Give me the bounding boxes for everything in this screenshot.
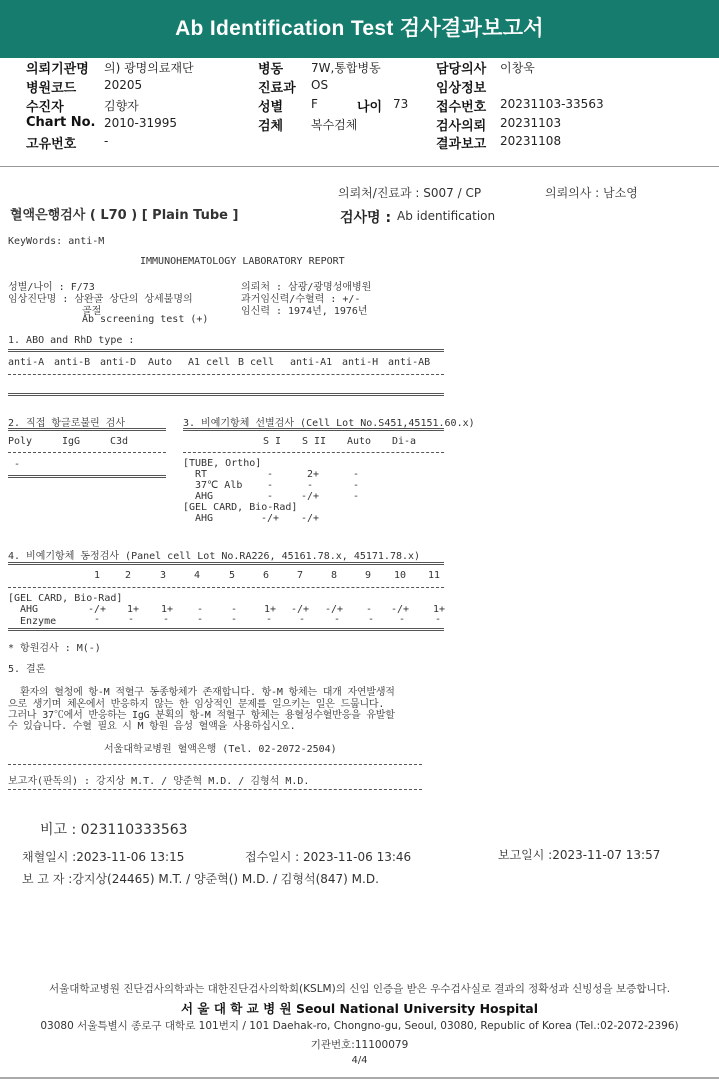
- receipt-label: 접수번호: [436, 100, 487, 115]
- address: 03080 서울특별시 종로구 대학로 101번지 / 101 Daehak-ro, Chongno-gu, Seoul, 03080, Republic of Korea (Tel.:02-2072-2396): [40, 1020, 679, 1032]
- panel-col: 6: [263, 570, 270, 581]
- abo-col: anti-B: [54, 357, 91, 368]
- conclusion-line: 수 있습니다. 수혈 필요 시 M 항원 음성 혈액을 사용하십시오.: [8, 721, 296, 732]
- screen-cell: -: [353, 480, 360, 491]
- dept-value: OS: [311, 78, 329, 92]
- referral-2: 과거임신력/수혈력 : +/-: [241, 294, 361, 305]
- section-3-title: 3. 비예기항체 선별검사 (Cell Lot No.S451,45151.60.x): [183, 418, 475, 429]
- referral-3: 임신력 : 1974년, 1976년: [241, 306, 368, 317]
- hospital-code-label: 병원코드: [26, 81, 77, 96]
- request-value: 20231103: [500, 116, 562, 130]
- reporter: 보 고 자 :강지상(24465) M.T. / 양준혁() M.D. / 김형석(847) M.D.: [22, 872, 379, 886]
- abo-col: anti-A1: [290, 357, 333, 368]
- report-title: Ab Identification Test 검사결과보고서: [0, 0, 719, 58]
- report-date-value: 20231108: [500, 134, 562, 148]
- blood-bank: 서울대학교병원 혈액은행 (Tel. 02-2072-2504): [104, 744, 337, 755]
- abo-col: Auto: [148, 357, 173, 368]
- panel-col: 8: [331, 570, 338, 581]
- panel-enz-cell: -: [94, 614, 101, 625]
- institution-value: 의) 광명의료재단: [104, 61, 194, 75]
- panel-enz-cell: -: [435, 614, 442, 625]
- dat-result: -: [14, 459, 21, 470]
- reporter-mono: 보고자(판독의) : 강지상 M.T. / 양준혁 M.D. / 김형석 M.D.: [8, 776, 310, 787]
- lab-report-title: IMMUNOHEMATOLOGY LABORATORY REPORT: [140, 256, 345, 267]
- hospital-name: 서 울 대 학 교 병 원 Seoul National University Hospital: [180, 1001, 539, 1016]
- screen-row-label: 37℃ Alb: [195, 480, 243, 491]
- panel-ahg-label: AHG: [20, 604, 39, 615]
- ward-value: 7W,통합병동: [311, 61, 381, 75]
- section-2-title: 2. 직접 항글로불린 검사: [8, 418, 126, 429]
- remark: 비고 : 023110333563: [40, 822, 188, 838]
- report-date-label: 결과보고: [436, 137, 487, 152]
- panel-enz-cell: -: [231, 614, 238, 625]
- screen-row-label: RT: [195, 469, 208, 480]
- panel-enzyme-label: Enzyme: [20, 616, 57, 627]
- diagnosis-1: 임상진단명 : 삼완골 상단의 상세불명의: [8, 294, 193, 305]
- conclusion-line: 으로 생기며 체온에서 반응하지 않는 한 임상적인 문제를 일으키는 일은 드뭅니다.: [8, 699, 385, 710]
- panel-col: 11: [428, 570, 441, 581]
- referral-1: 의뢰처 : 삼광/광명성애병원: [241, 282, 372, 293]
- org-number: 기관번호:11100079: [310, 1039, 409, 1051]
- screen-cell: -: [267, 469, 274, 480]
- panel-enz-cell: -: [299, 614, 306, 625]
- screen-col-s1: S I: [263, 436, 282, 447]
- screen-cell: -: [353, 469, 360, 480]
- panel-ahg-cell: -/+: [325, 604, 344, 615]
- unique-value: -: [104, 134, 109, 148]
- screen-method: [GEL CARD, Bio-Rad]: [183, 502, 298, 513]
- panel-col: 5: [229, 570, 236, 581]
- dat-col-poly: Poly: [8, 436, 33, 447]
- abo-col: anti-D: [100, 357, 137, 368]
- test-name-label: 검사명 :: [340, 210, 392, 226]
- dat-col-igg: IgG: [62, 436, 81, 447]
- panel-ahg-cell: -: [366, 604, 373, 615]
- receipt-value: 20231103-33563: [500, 97, 604, 111]
- report-time: 보고일시 :2023-11-07 13:57: [498, 848, 661, 862]
- panel-ahg-cell: 1+: [264, 604, 277, 615]
- panel-enz-cell: -: [399, 614, 406, 625]
- ward-label: 병동: [258, 62, 284, 77]
- abo-col: B cell: [238, 357, 275, 368]
- doctor-value: 이창욱: [500, 61, 535, 75]
- dept-label: 진료과: [258, 81, 296, 96]
- screen-row-label: AHG: [195, 513, 214, 524]
- test-group: 혈액은행검사 ( L70 ) [ Plain Tube ]: [10, 208, 239, 223]
- abo-col: anti-A: [8, 357, 45, 368]
- abo-col: anti-H: [342, 357, 379, 368]
- patient-header: [0, 58, 719, 167]
- specimen-label: 검체: [258, 119, 284, 134]
- panel-ahg-cell: -/+: [88, 604, 107, 615]
- panel-ahg-cell: 1+: [161, 604, 174, 615]
- panel-col: 9: [365, 570, 372, 581]
- section-4-title: 4. 비예기항체 동정검사 (Panel cell Lot No.RA226, 45161.78.x, 45171.78.x): [8, 551, 421, 562]
- screen-cell: 2+: [307, 469, 320, 480]
- patient-value: 김향자: [104, 99, 139, 113]
- panel-enz-cell: -: [368, 614, 375, 625]
- panel-col: 2: [125, 570, 132, 581]
- panel-ahg-cell: -: [231, 604, 238, 615]
- chart-label: Chart No.: [26, 115, 96, 130]
- diagnosis-3: Ab screening test (+): [82, 314, 209, 325]
- requester: 의뢰처/진료과 : S007 / CP: [338, 186, 482, 200]
- screen-col-s2: S II: [302, 436, 327, 447]
- test-name: Ab identification: [397, 209, 496, 223]
- sex-label: 성별: [258, 100, 284, 115]
- clinical-label: 임상정보: [436, 81, 487, 96]
- panel-col: 7: [297, 570, 304, 581]
- panel-ahg-cell: 1+: [433, 604, 446, 615]
- request-label: 검사의뢰: [436, 119, 487, 134]
- section-1-title: 1. ABO and RhD type :: [8, 335, 135, 346]
- screen-cell: -/+: [261, 513, 280, 524]
- screen-cell: -: [267, 491, 274, 502]
- panel-col: 1: [94, 570, 101, 581]
- collect-time: 채혈일시 :2023-11-06 13:15: [22, 850, 185, 864]
- screen-row-label: AHG: [195, 491, 214, 502]
- screen-col-auto: Auto: [347, 436, 372, 447]
- unique-label: 고유번호: [26, 137, 77, 152]
- specimen-value: 복수검체: [311, 118, 358, 132]
- abo-col: A1 cell: [188, 357, 231, 368]
- doctor-label: 담당의사: [436, 62, 487, 77]
- screen-cell: -: [353, 491, 360, 502]
- panel-col: 4: [194, 570, 201, 581]
- conclusion-line: 환자의 혈청에 항-M 적혈구 동종항체가 존재합니다. 항-M 항체는 대개 자연발생적: [20, 687, 395, 698]
- screen-cell: -: [307, 480, 314, 491]
- requesting-doctor: 의뢰의사 : 남소영: [545, 186, 638, 200]
- panel-method: [GEL CARD, Bio-Rad]: [8, 593, 123, 604]
- institution-label: 의뢰기관명: [26, 62, 89, 77]
- sex-value: F: [311, 97, 318, 111]
- hospital-code-value: 20205: [104, 78, 143, 92]
- panel-enz-cell: -: [163, 614, 170, 625]
- panel-enz-cell: -: [266, 614, 273, 625]
- section-5-title: 5. 결론: [8, 664, 46, 675]
- panel-enz-cell: -: [334, 614, 341, 625]
- panel-ahg-cell: -/+: [291, 604, 310, 615]
- screen-cell: -/+: [301, 491, 320, 502]
- panel-col: 10: [394, 570, 407, 581]
- panel-ahg-cell: -/+: [391, 604, 410, 615]
- page-number: 4/4: [351, 1055, 368, 1066]
- panel-col: 3: [160, 570, 167, 581]
- panel-ahg-cell: 1+: [127, 604, 140, 615]
- age-value: 73: [393, 97, 409, 111]
- patient-label: 수진자: [26, 100, 64, 115]
- screen-col-dia: Di-a: [392, 436, 417, 447]
- age-label: 나이: [357, 100, 383, 115]
- conclusion-line: 그러나 37℃에서 반응하는 IgG 분획의 항-M 적혈구 항체는 용혈성수혈반응을 유발할: [8, 710, 395, 721]
- dat-col-c3d: C3d: [110, 436, 129, 447]
- panel-enz-cell: -: [128, 614, 135, 625]
- certification: 서울대학교병원 진단검사의학과는 대한진단검사의학회(KSLM)의 신임 인증을 받은 우수검사실로 결과의 정확성과 신빙성을 보증합니다.: [48, 983, 671, 995]
- receipt-time: 접수일시 : 2023-11-06 13:46: [245, 850, 412, 864]
- keywords: KeyWords: anti-M: [8, 236, 105, 247]
- chart-value: 2010-31995: [104, 116, 178, 130]
- panel-ahg-cell: -: [197, 604, 204, 615]
- antigen-test: * 항원검사 : M(-): [8, 643, 101, 654]
- screen-cell: -: [267, 480, 274, 491]
- screen-method: [TUBE, Ortho]: [183, 458, 262, 469]
- sex-age: 성별/나이 : F/73: [8, 282, 95, 293]
- abo-col: anti-AB: [388, 357, 431, 368]
- diagnosis-2: 골절: [82, 306, 102, 317]
- screen-cell: -/+: [301, 513, 320, 524]
- panel-enz-cell: -: [197, 614, 204, 625]
